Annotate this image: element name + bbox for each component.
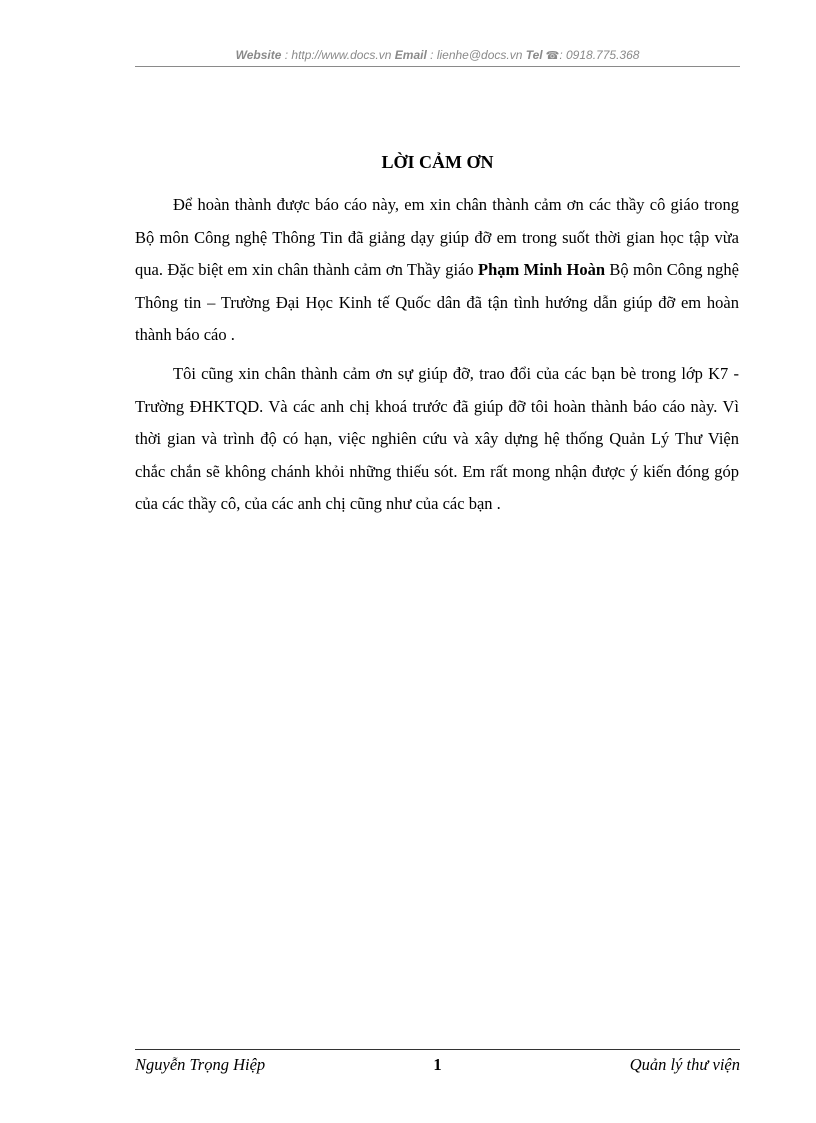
page-number: 1 [433,1055,442,1074]
website-label: Website [235,48,282,62]
teacher-name: Phạm Minh Hoàn [477,260,606,280]
phone-icon: ☎ [545,50,560,62]
email-label: Email [394,48,427,62]
website-url[interactable]: http://www.docs.vn [291,48,392,62]
footer-author: Nguyễn Trọng Hiệp [135,1055,266,1074]
paragraph-2: Tôi cũng xin chân thành cảm ơn sự giúp đỡ, trao đổi của các bạn bè trong lớp K7 - Trường ĐHKTQD. Và các anh chị khoá trước đã giúp đỡ tôi hoàn thành báo cáo này. Vì thời gian và trình độ có hạn, việc nghiên cứu và xây dựng hệ thống Quản Lý Thư Viện chắc chắn sẽ không chánh khỏi những thiếu sót. Em rất mong nhận được ý kiến đóng góp của các thầy cô, của các anh chị cũng như của các bạn . [135,364,739,514]
page-title: LỜI CẢM ƠN [381,152,494,172]
email-separator: : [426,48,437,62]
tel-number: : 0918.775.368 [559,48,640,62]
page-footer [135,1049,740,1079]
paragraph-1-text-b: Bộ môn Công nghệ Thông tin – Trường Đại Học Kinh tế Quốc dân đã tận tình hướng dẫn giúp đỡ em hoàn thành báo cáo . [135,260,739,345]
tel-label: Tel [525,48,543,62]
footer-subject: Quản lý thư viện [629,1055,740,1074]
email-address[interactable]: lienhe@docs.vn [436,48,523,62]
paragraph-1 [135,189,739,352]
paragraph-1-text-a: Để hoàn thành được báo cáo này, em xin chân thành cảm ơn các thầy cô giáo trong Bộ môn Công nghệ Thông Tin đã giảng dạy giúp đỡ em trong suốt thời gian học tập vừa qua. Đặc biệt em xin chân thành cảm ơn Thầy giáo [135,195,739,280]
page-header [135,47,740,67]
website-separator: : [281,48,292,62]
